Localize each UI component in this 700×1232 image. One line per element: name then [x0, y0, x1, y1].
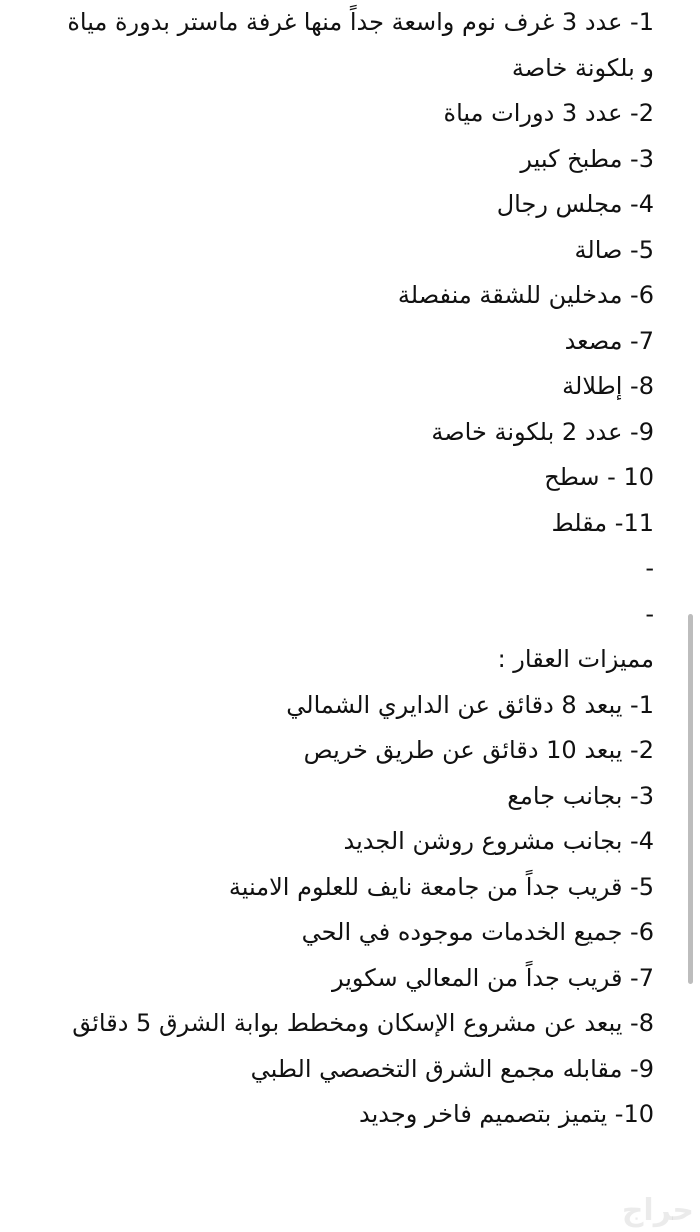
- room-item: 7- مصعد: [564, 326, 654, 355]
- feature-item: 3- بجانب جامع: [507, 781, 654, 810]
- feature-item: 5- قريب جداً من جامعة نايف للعلوم الامنية: [228, 872, 654, 901]
- vertical-scrollbar[interactable]: [688, 614, 693, 984]
- room-item: 2- عدد 3 دورات مياة: [443, 99, 654, 127]
- room-item: 4- مجلس رجال: [496, 190, 654, 218]
- feature-item: 6- جميع الخدمات موجوده في الحي: [301, 918, 654, 946]
- feature-item: 10- يتميز بتصميم فاخر وجديد: [359, 1100, 654, 1128]
- room-item: 1- عدد 3 غرف نوم واسعة جداً منها غرفة ماستر بدورة مياة و بلكونة خاصة: [67, 8, 654, 82]
- feature-item: 7- قريب جداً من المعالي سكوير: [331, 963, 654, 992]
- feature-item: 1- يبعد 8 دقائق عن الدايري الشمالي: [286, 690, 654, 719]
- room-item: 11- مقلط: [551, 508, 654, 537]
- room-item: 9- عدد 2 بلكونة خاصة: [431, 417, 654, 446]
- room-item: 6- مدخلين للشقة منفصلة: [397, 281, 654, 309]
- feature-item: 8- يبعد عن مشروع الإسكان ومخطط بوابة الشرق 5 دقائق: [72, 1009, 654, 1037]
- watermark-logo: حراج: [621, 1193, 694, 1228]
- feature-item: 2- يبعد 10 دقائق عن طريق خريص: [303, 736, 654, 764]
- feature-item: 4- بجانب مشروع روشن الجديد: [343, 827, 654, 855]
- separator-dash: -: [645, 554, 654, 582]
- separator-dash: -: [645, 599, 654, 628]
- features-heading: مميزات العقار :: [497, 645, 654, 673]
- room-item: 5- صالة: [574, 235, 654, 264]
- room-item: 8- إطلالة: [562, 372, 654, 400]
- room-item: 3- مطبخ كبير: [520, 144, 654, 173]
- room-item: 10 - سطح: [544, 463, 654, 491]
- feature-item: 9- مقابله مجمع الشرق التخصصي الطبي: [250, 1054, 654, 1083]
- listing-description: [54, 0, 654, 1138]
